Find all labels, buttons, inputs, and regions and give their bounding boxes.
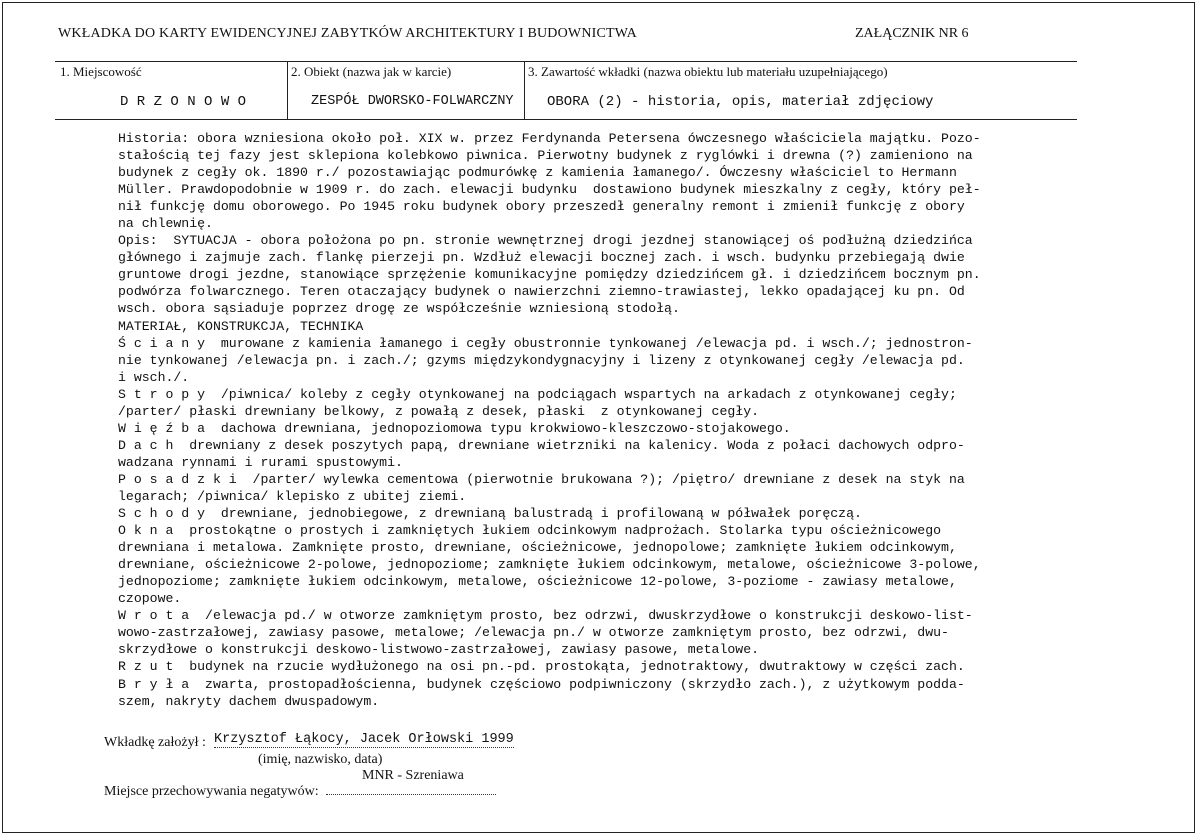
body-line: Opis: SYTUACJA - obora położona po pn. stronie wewnętrznej drogi jezdnej stanowiącej oś podłużną dziedzińca xyxy=(118,233,973,249)
negatives-label-text: Miejsce przechowywania negatywów: xyxy=(104,784,319,799)
object-value: ZESPÓŁ DWORSKO-FOLWARCZNY xyxy=(311,94,514,109)
body-line: nie tynkowanej /elewacja pn. i zach./; gzyms międzykondygnacyjny i lizeny z otynkowanej cegły /elewacja pd. xyxy=(118,352,965,368)
body-line: budynek z cegły ok. 1890 r./ pozostawiając podmurówkę z kamienia łamanego/. Ówczesny właściciel to Hermann xyxy=(118,165,957,181)
table-bottom-rule xyxy=(55,119,1077,120)
body-line: na chlewnię. xyxy=(118,216,213,232)
document-title: WKŁADKA DO KARTY EWIDENCYJNEJ ZABYTKÓW ARCHITEKTURY I BUDOWNICTWA xyxy=(58,26,637,41)
body-line: gruntowe drogi jezdne, stanowiące sprzężenie komunikacyjne pomiędzy dziedzińcem gł. i dziedzińcem bocznym pn. xyxy=(118,267,981,283)
body-line: głównego i zajmuje zach. flankę pierzeji pn. Wzdłuż elewacji bocznej zach. i wsch. budynku przebiegają dwie xyxy=(118,250,965,266)
table-top-rule xyxy=(55,61,1077,62)
body-line: Müller. Prawdopodobnie w 1909 r. do zach. elewacji budynku dostawiono budynek mieszkalny z cegły, który peł- xyxy=(118,182,981,198)
body-line: Ś c i a n y murowane z kamienia łamanego i cegły obustronnie tynkowanej /elewacja pd. i wsch./; jednostron- xyxy=(118,335,973,351)
column-divider-2 xyxy=(524,61,525,119)
body-line: szem, nakryty dachem dwuspadowym. xyxy=(118,693,380,709)
col-heading-locality: 1. Miejscowość xyxy=(60,64,142,79)
founded-note: (imię, nazwisko, data) xyxy=(258,752,383,767)
body-line: P o s a d z k i /parter/ wylewka cementowa (pierwotnie brukowana ?); /piętro/ drewniane z desek na styk na xyxy=(118,471,965,487)
column-divider-1 xyxy=(287,61,288,119)
body-line: W r o t a /elewacja pd./ w otworze zamkniętym prosto, bez odrzwi, dwuskrzydłowe o konstrukcji deskowo-list- xyxy=(118,608,973,624)
locality-value: D R Z O N O W O xyxy=(120,94,247,110)
body-line: drewniana i metalowa. Zamknięte prosto, drewniane, ościeżnicowe, jednopolowe; zamknięte łukiem odcinkowym, xyxy=(118,540,957,556)
annex-number: ZAŁĄCZNIK NR 6 xyxy=(855,26,969,41)
founded-value xyxy=(214,732,514,748)
body-line: wadzana rynnami i rurami spustowymi. xyxy=(118,454,403,470)
body-line: drewniane, ościeżnicowe 2-polowe, jednopoziome; zamknięte łukiem odcinkowym, metalowe, ościeżnicowe 3-polowe, xyxy=(118,557,981,573)
founded-label: Wkładkę założył : xyxy=(104,735,206,750)
body-line: jednopoziome; zamknięte łukiem odcinkowym, metalowe, ościeżnicowe 12-polowe, 3-poziome - zawiasy metalowe, xyxy=(118,574,957,590)
body-line: D a c h drewniany z desek poszytych papą, drewniane wietrzniki na kalenicy. Woda z połaci dachowych odpro- xyxy=(118,437,965,453)
col-heading-object: 2. Obiekt (nazwa jak w karcie) xyxy=(291,64,452,79)
body-line: Historia: obora wzniesiona około poł. XIX w. przez Ferdynanda Petersena ówczesnego właściciela majątku. Pozo- xyxy=(118,131,981,146)
body-line: wsch. obora sąsiaduje poprzez drogę ze współcześnie wzniesioną stodołą. xyxy=(118,301,680,317)
description-body xyxy=(118,130,1068,710)
body-line: nił funkcję domu oborowego. Po 1945 roku budynek obory przeszedł generalny remont i zmienił funkcję z obory xyxy=(118,199,965,215)
body-line: skrzydłowe o konstrukcji deskowo-listwowo-zastrzałowej, zawiasy pasowe, metalowe. xyxy=(118,642,760,658)
body-line: W i ę ź b a dachowa drewniana, jednopoziomowa typu krokwiowo-kleszczowo-stojakowego. xyxy=(118,420,791,436)
body-line: legarach; /piwnica/ klepisko z ubitej ziemi. xyxy=(118,488,467,504)
body-line: i wsch./. xyxy=(118,369,190,385)
body-line: /parter/ płaski drewniany belkowy, z powałą z desek, płaski z otynkowanej cegły. xyxy=(118,403,760,419)
body-line: stałością tej fazy jest sklepiona kolebkowo piwnica. Pierwotny budynek z ryglówki i drewna (?) zamieniono na xyxy=(118,148,973,164)
body-line: MATERIAŁ, KONSTRUKCJA, TECHNIKA xyxy=(118,318,364,334)
negatives-blank-line xyxy=(326,794,496,795)
col-heading-contents: 3. Zawartość wkładki (nazwa obiektu lub materiału uzupełniającego) xyxy=(528,64,888,79)
body-line: czopowe. xyxy=(118,591,182,607)
body-line: B r y ł a zwarta, prostopadłościenna, budynek częściowo podpiwniczony (skrzydło zach.), z użytkowym podda- xyxy=(118,676,965,692)
body-line: podwórza folwarcznego. Teren otaczający budynek o nawierzchni ziemno-trawiastej, lekko opadającej ku pn. Od xyxy=(118,284,965,300)
contents-value: OBORA (2) - historia, opis, materiał zdjęciowy xyxy=(547,94,934,110)
body-line: S c h o d y drewniane, jednobiegowe, z drewnianą balustradą i profilowaną w półwałek poręczą. xyxy=(118,506,862,522)
storage-place: MNR - Szreniawa xyxy=(362,768,464,783)
body-line: R z u t budynek na rzucie wydłużonego na osi pn.-pd. prostokąta, jednotraktowy, dwutraktowy w części zach. xyxy=(118,659,965,675)
negatives-label xyxy=(104,784,496,800)
body-line: S t r o p y /piwnica/ koleby z cegły otynkowanej na podciągach wspartych na arkadach z otynkowanej cegły; xyxy=(118,386,957,402)
body-line: O k n a prostokątne o prostych i zamkniętych łukiem odcinkowym nadprożach. Stolarka typu ościeżnicowego xyxy=(118,523,942,539)
founded-names: Krzysztof Łąkocy, Jacek Orłowski 1999 xyxy=(214,732,514,747)
body-line: wowo-zastrzałowej, zawiasy pasowe, metalowe; /elewacja pn./ w otworze zamkniętym prosto, bez odrzwi, dwu- xyxy=(118,625,949,641)
